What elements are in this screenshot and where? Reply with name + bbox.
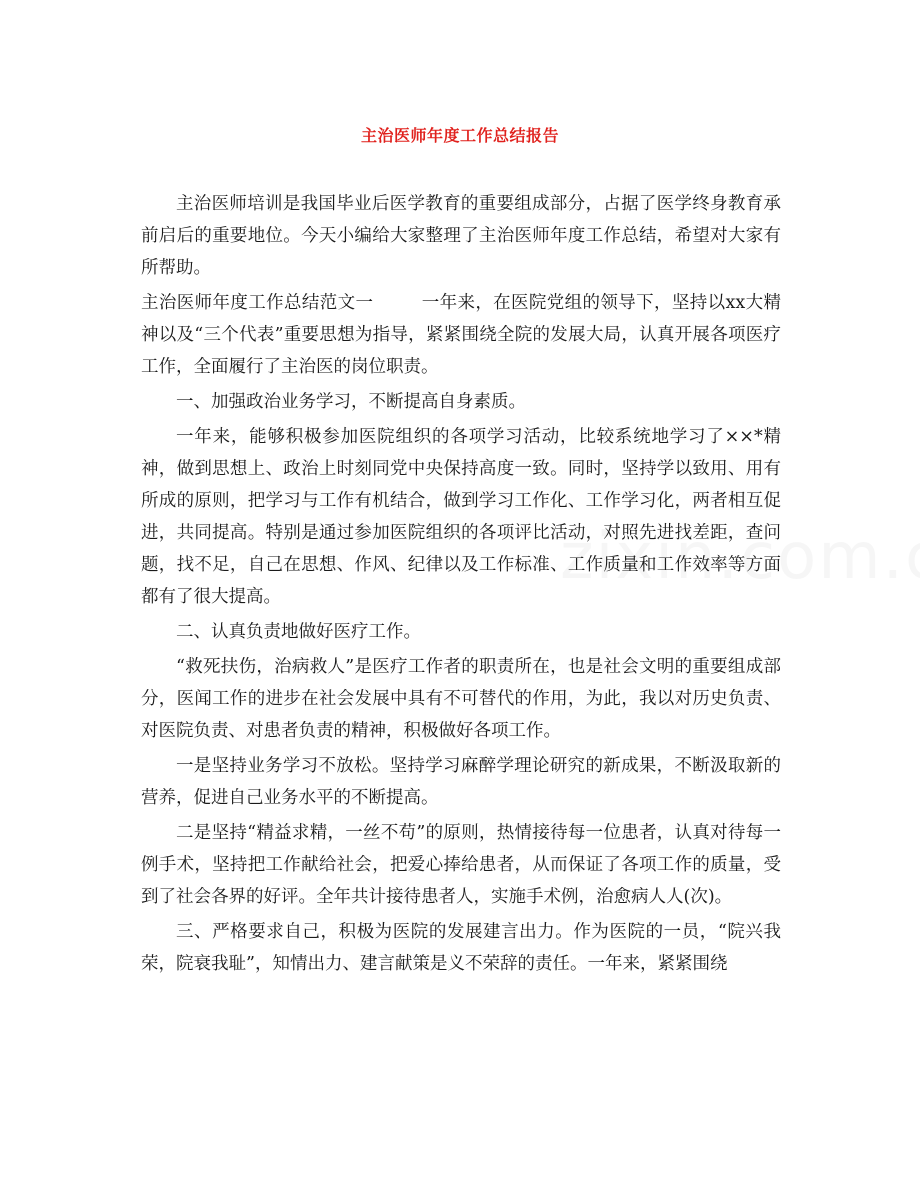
- section-heading-2: 二、认真负责地做好医疗工作。: [176, 622, 421, 642]
- paragraph-point-two: 二是坚持“精益求精，一丝不苟”的原则，热情接待每一位患者，认真对待每一例手术，坚持把工作献给社会，把爱心捧给患者，从而保证了各项工作的质量，受到了社会各界的好评。全年共计接待患者人，实施手术例，治愈病人人(次)。: [141, 823, 781, 907]
- document-title: 主治医师年度工作总结报告: [360, 126, 559, 145]
- section-heading-1: 一、加强政治业务学习，不断提高自身素质。: [176, 392, 526, 412]
- sample-heading: 主治医师年度工作总结范文一: [141, 293, 374, 313]
- paragraph-duty: “救死扶伤，治病救人”是医疗工作者的职责所在，也是社会文明的重要组成部分，医闻工作的进步在社会发展中具有不可替代的作用，为此，我以对历史负责、对医院负责、对患者负责的精神，积极做好各项工作。: [141, 657, 781, 741]
- paragraph-study: 一年来，能够积极参加医院组织的各项学习活动，比较系统地学习了××*精神，做到思想上、政治上时刻同党中央保持高度一致。同时，坚持学以致用、用有所成的原则，把学习与工作有机结合，做到学习工作化、工作学习化，两者相互促进，共同提高。特别是通过参加医院组织的各项评比活动，对照先进找差距，查问题，找不足，自己在思想、作风、纪律以及工作标准、工作质量和工作效率等方面都有了很大提高。: [141, 427, 781, 607]
- section-heading-3: 三、严格要求自己，积极为医院的发展建言出力。作为医院的一员，“院兴我荣，院衰我耻”，知情出力、建言献策是义不荣辞的责任。一年来，紧紧围绕: [141, 922, 781, 974]
- paragraph-point-one: 一是坚持业务学习不放松。坚持学习麻醉学理论研究的新成果，不断汲取新的营养，促进自己业务水平的不断提高。: [141, 756, 781, 808]
- document-body: [141, 188, 781, 983]
- paragraph-sample-one: [141, 287, 781, 383]
- sample-body: 一年来，在医院党组的领导下，坚持以xx大精神以及“三个代表”重要思想为指导，紧紧围绕全院的发展大局，认真开展各项医疗工作，全面履行了主治医的岗位职责。: [141, 293, 781, 377]
- paragraph-intro: 主治医师培训是我国毕业后医学教育的重要组成部分，占据了医学终身教育承前启后的重要地位。今天小编给大家整理了主治医师年度工作总结，希望对大家有所帮助。: [141, 194, 781, 278]
